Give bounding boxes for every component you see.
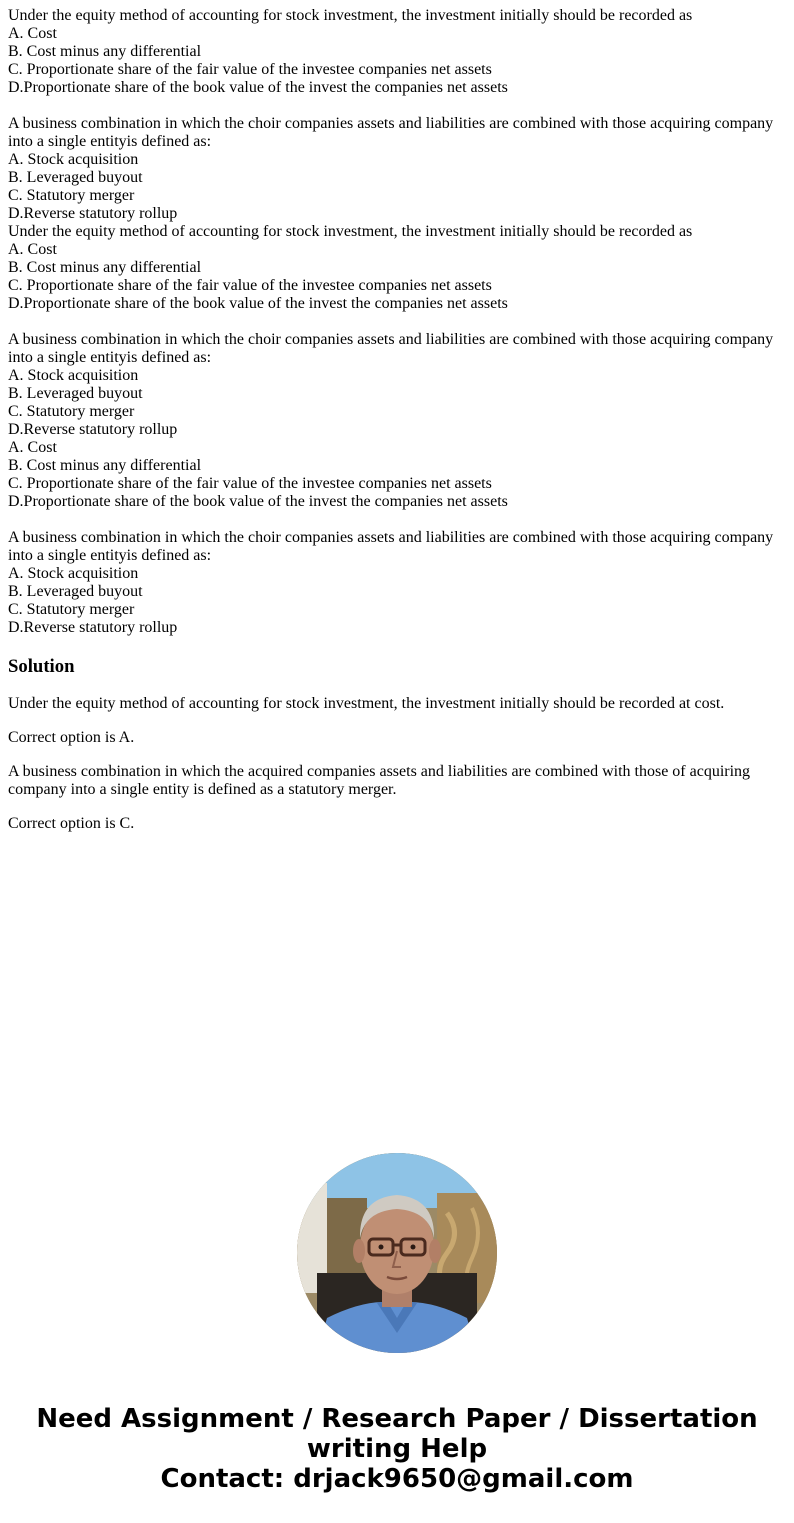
question-2-stem-repeat-2: A business combination in which the choir companies assets and liabilities are combined with those acquiring company into a single entityis defined as: [8, 529, 774, 564]
q2-option-c-repeat-2: C. Statutory merger [8, 601, 135, 618]
question-1-stem: Under the equity method of accounting for stock investment, the investment initially should be recorded as [8, 7, 693, 24]
footer-line-1: Need Assignment / Research Paper / Dissertation [36, 1404, 758, 1434]
q2-option-d: D.Reverse statutory rollup [8, 205, 178, 222]
q1-option-a-repeat-2: A. Cost [8, 439, 57, 456]
document-body [8, 7, 786, 833]
q1-option-b-repeat-2: B. Cost minus any differential [8, 457, 202, 474]
footer-line-2: writing Help [306, 1434, 488, 1464]
contact-footer [0, 1404, 794, 1494]
solution-paragraph-2: Correct option is A. [8, 729, 135, 746]
solution-heading: Solution [8, 656, 75, 677]
portrait-image [297, 1153, 497, 1353]
q1-option-c-repeat-2: C. Proportionate share of the fair value of the investee companies net assets [8, 475, 492, 492]
question-1-stem-repeat: Under the equity method of accounting for stock investment, the investment initially should be recorded as [8, 223, 693, 240]
q1-option-d-repeat: D.Proportionate share of the book value of the invest the companies net assets [8, 295, 508, 312]
question-2-stem: A business combination in which the choir companies assets and liabilities are combined with those acquiring company into a single entityis defined as: [8, 115, 774, 150]
q1-option-d-repeat-2: D.Proportionate share of the book value of the invest the companies net assets [8, 493, 508, 510]
q1-option-d: D.Proportionate share of the book value of the invest the companies net assets [8, 79, 508, 96]
q2-option-c-repeat: C. Statutory merger [8, 403, 135, 420]
solution-paragraph-3: A business combination in which the acquired companies assets and liabilities are combined with those of acquiring company into a single entity is defined as a statutory merger. [8, 763, 751, 798]
q1-option-a-repeat: A. Cost [8, 241, 57, 258]
q2-option-b: B. Leveraged buyout [8, 169, 143, 186]
solution-paragraph-4: Correct option is C. [8, 815, 135, 832]
q2-option-a-repeat: A. Stock acquisition [8, 367, 139, 384]
q2-option-c: C. Statutory merger [8, 187, 135, 204]
q2-option-b-repeat-2: B. Leveraged buyout [8, 583, 143, 600]
question-2-stem-repeat: A business combination in which the choir companies assets and liabilities are combined with those acquiring company into a single entityis defined as: [8, 331, 774, 366]
q1-option-a: A. Cost [8, 25, 57, 42]
solution-paragraph-1: Under the equity method of accounting for stock investment, the investment initially should be recorded at cost. [8, 695, 725, 712]
q1-option-b: B. Cost minus any differential [8, 43, 202, 60]
q2-option-a: A. Stock acquisition [8, 151, 139, 168]
q2-option-d-repeat: D.Reverse statutory rollup [8, 421, 178, 438]
footer-contact: Contact: drjack9650@gmail.com [160, 1464, 634, 1494]
q1-option-b-repeat: B. Cost minus any differential [8, 259, 202, 276]
q2-option-d-repeat-2: D.Reverse statutory rollup [8, 619, 178, 636]
q1-option-c: C. Proportionate share of the fair value of the investee companies net assets [8, 61, 492, 78]
author-avatar [297, 1153, 497, 1353]
q2-option-a-repeat-2: A. Stock acquisition [8, 565, 139, 582]
q1-option-c-repeat: C. Proportionate share of the fair value of the investee companies net assets [8, 277, 492, 294]
q2-option-b-repeat: B. Leveraged buyout [8, 385, 143, 402]
